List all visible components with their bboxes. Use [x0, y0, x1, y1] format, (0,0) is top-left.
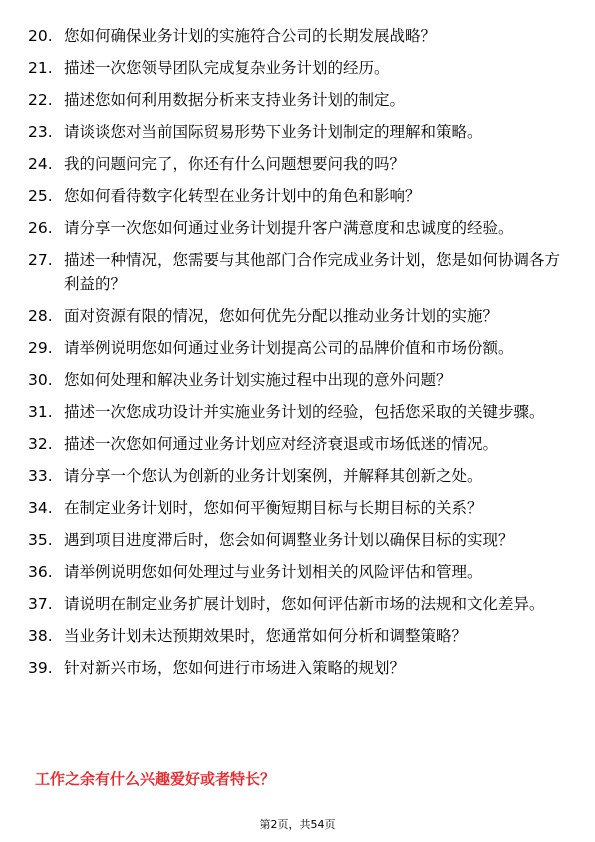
section-heading: 工作之余有什么兴趣爱好或者特长？ — [35, 770, 276, 788]
question-item — [28, 560, 568, 584]
question-item — [28, 56, 568, 80]
question-list — [28, 24, 568, 688]
question-text: 请举例说明您如何通过业务计划提高公司的品牌价值和市场份额。 — [64, 339, 514, 357]
question-item — [28, 624, 568, 648]
question-number: 21. — [28, 59, 53, 77]
question-number: 24. — [28, 155, 53, 173]
question-number: 35. — [28, 531, 53, 549]
question-text: 遇到项目进度滞后时，您会如何调整业务计划以确保目标的实现？ — [64, 531, 514, 549]
question-number: 39. — [28, 659, 53, 677]
question-item — [28, 88, 568, 112]
question-text: 请举例说明您如何处理过与业务计划相关的风险评估和管理。 — [64, 563, 483, 581]
question-number: 34. — [28, 499, 53, 517]
question-text: 描述您如何利用数据分析来支持业务计划的制定。 — [64, 91, 406, 109]
question-number: 30. — [28, 371, 53, 389]
question-text: 描述一种情况，您需要与其他部门合作完成业务计划，您是如何协调各方利益的？ — [64, 251, 561, 293]
question-item — [28, 432, 568, 456]
question-item — [28, 184, 568, 208]
question-item — [28, 304, 568, 328]
question-text: 您如何确保业务计划的实施符合公司的长期发展战略？ — [64, 27, 437, 45]
question-item — [28, 120, 568, 144]
question-number: 33. — [28, 467, 53, 485]
question-text: 您如何看待数字化转型在业务计划中的角色和影响？ — [64, 187, 421, 205]
question-text: 请谈谈您对当前国际贸易形势下业务计划制定的理解和策略。 — [64, 123, 483, 141]
question-item — [28, 592, 568, 616]
question-number: 38. — [28, 627, 53, 645]
question-number: 23. — [28, 123, 53, 141]
question-text: 面对资源有限的情况，您如何优先分配以推动业务计划的实施？ — [64, 307, 499, 325]
question-number: 26. — [28, 219, 53, 237]
question-item — [28, 464, 568, 488]
question-number: 20. — [28, 27, 53, 45]
question-item — [28, 400, 568, 424]
question-number: 22. — [28, 91, 53, 109]
question-item — [28, 248, 568, 296]
question-text: 描述一次您领导团队完成复杂业务计划的经历。 — [64, 59, 390, 77]
question-text: 当业务计划未达预期效果时，您通常如何分析和调整策略？ — [64, 627, 468, 645]
question-text: 我的问题问完了，你还有什么问题想要问我的吗？ — [64, 155, 406, 173]
question-number: 37. — [28, 595, 53, 613]
question-text: 请说明在制定业务扩展计划时，您如何评估新市场的法规和文化差异。 — [64, 595, 545, 613]
question-number: 28. — [28, 307, 53, 325]
question-item — [28, 656, 568, 680]
question-item — [28, 496, 568, 520]
question-item — [28, 528, 568, 552]
question-item — [28, 24, 568, 48]
question-number: 32. — [28, 435, 53, 453]
question-number: 27. — [28, 251, 53, 269]
question-text: 针对新兴市场，您如何进行市场进入策略的规划？ — [64, 659, 406, 677]
question-text: 您如何处理和解决业务计划实施过程中出现的意外问题？ — [64, 371, 452, 389]
question-item — [28, 368, 568, 392]
question-item — [28, 216, 568, 240]
question-text: 请分享一个您认为创新的业务计划案例，并解释其创新之处。 — [64, 467, 483, 485]
question-item — [28, 152, 568, 176]
question-text: 请分享一次您如何通过业务计划提升客户满意度和忠诚度的经验。 — [64, 219, 514, 237]
question-number: 25. — [28, 187, 53, 205]
page-number: 第2页，共54页 — [259, 818, 336, 831]
question-text: 描述一次您如何通过业务计划应对经济衰退或市场低迷的情况。 — [64, 435, 499, 453]
question-number: 31. — [28, 403, 53, 421]
question-item — [28, 336, 568, 360]
question-number: 36. — [28, 563, 53, 581]
question-text: 在制定业务计划时，您如何平衡短期目标与长期目标的关系？ — [64, 499, 483, 517]
question-text: 描述一次您成功设计并实施业务计划的经验，包括您采取的关键步骤。 — [64, 403, 545, 421]
question-number: 29. — [28, 339, 53, 357]
